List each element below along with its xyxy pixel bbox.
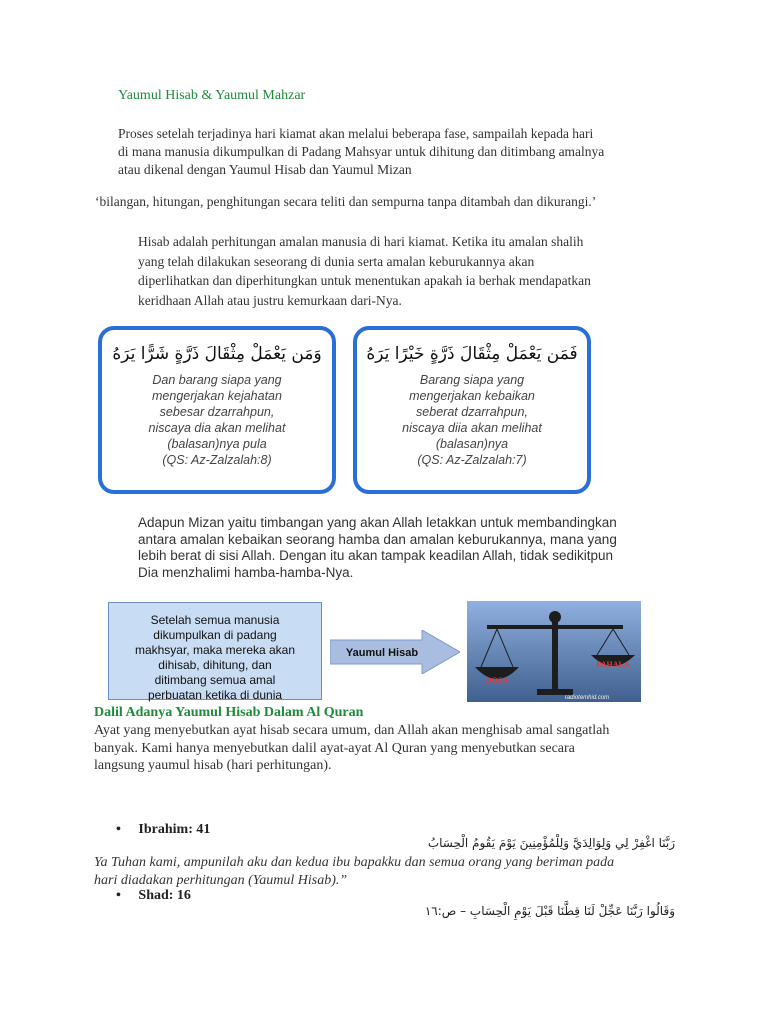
mizan-line-2: antara amalan kebaikan seorang hamba dan amalan keburukannya, mana yang (138, 531, 617, 547)
card-left-reference: (QS: Az-Zalzalah:8) (162, 453, 272, 467)
card-right-line: mengerjakan kebaikan (409, 389, 535, 403)
intro-line-3: atau dikenal dengan Yaumul Hisab dan Yaumul Mizan (118, 162, 412, 177)
verse-1-translation (94, 854, 614, 890)
section-heading: Yaumul Hisab & Yaumul Mahzar (118, 88, 306, 103)
card-left-line: Dan barang siapa yang (152, 373, 282, 387)
hisab-line-3: diperlihatkan dan diperhitungkan untuk menentukan apakah ia berhak mendapatkan (138, 273, 591, 288)
flow-arrow-label: Yaumul Hisab (345, 647, 419, 659)
card-right-line: niscaya diia akan melihat (402, 421, 542, 435)
watermark-text: radiotemhid.com (564, 695, 610, 701)
mizan-line-3: lebih berat di sisi Allah. Dengan itu akan tampak keadilan Allah, tidak sedikitpun (138, 548, 614, 563)
bullet-icon: • (116, 888, 121, 903)
flow-box-line: dikumpulkan di padang (153, 628, 277, 642)
hisab-paragraph (138, 232, 591, 310)
card-right-line: (balasan)nya (435, 437, 509, 451)
verse-card-left (98, 326, 336, 494)
dalil-line-2: banyak. Kami hanya menyebutkan dalil ayat-ayat Al Quran yang menyebutkan secara (94, 740, 575, 756)
verse-2-arabic: وَقَالُوا رَبَّنَا عَجِّلْ لَنَا قِطَّنَا قَبْلَ يَوْمِ الْحِسَابِ – ص:١٦ (424, 904, 675, 918)
mizan-line-1: Adapun Mizan yaitu timbangan yang akan Allah letakkan untuk membandingkan (138, 515, 617, 530)
hisab-line-2: yang telah dilakukan seseorang di dunia serta amalan keburukannya akan (138, 253, 535, 269)
card-right-arabic: فَمَن يَعْمَلْ مِثْقَالَ ذَرَّةٍ خَيْرًا يَرَهُ (366, 344, 578, 364)
verse-bullet-2 (116, 888, 191, 904)
intro-paragraph (118, 125, 604, 179)
card-right-line: Barang siapa yang (419, 373, 525, 387)
flow-arrow (330, 630, 460, 674)
card-right-translation (357, 372, 587, 468)
hisab-line-4: keridhaan Allah atau justru kemurkaan dari-Nya. (138, 292, 402, 308)
card-left-line: niscaya dia akan melihat (148, 421, 286, 435)
card-left-line: sebesar dzarrahpun, (159, 405, 275, 419)
flow-box-line: dihisab, dihitung, dan (158, 658, 272, 672)
flow-description-box (108, 602, 322, 700)
intro-line-2: di mana manusia dikumpulkan di Padang Mahsyar untuk dihitung dan ditimbang amalnya (118, 144, 605, 159)
dalil-line-3: langsung yaumul hisab (hari perhitungan). (94, 758, 332, 773)
flow-box-line: perbuatan ketika di dunia (147, 688, 283, 702)
verse-1-translation-line-2: hari diadakan perhitungan (Yaumul Hisab).” (94, 873, 348, 888)
pahala-label: PAHALA (596, 660, 630, 669)
verse-reference: Shad: 16 (138, 888, 191, 903)
balance-scale-icon (467, 601, 641, 702)
mizan-line-4: Dia menzhalimi hamba-hamba-Nya. (138, 564, 354, 580)
card-left-translation (102, 372, 332, 468)
verse-1-arabic: رَبَّنَا اغْفِرْ لِي وَلِوَالِدَيَّ وَلِلْمُؤْمِنِينَ يَوْمَ يَقُومُ الْحِسَابُ (427, 836, 675, 850)
mizan-paragraph (138, 515, 617, 581)
dalil-paragraph (94, 722, 609, 775)
flow-box-line: Setelah semua manusia (150, 613, 280, 627)
verse-reference: Ibrahim: 41 (138, 822, 211, 837)
card-right-reference: (QS: Az-Zalzalah:7) (417, 453, 527, 467)
flow-box-line: ditimbang semua amal (154, 673, 276, 687)
verse-1-translation-line-1: Ya Tuhan kami, ampunilah aku dan kedua ibu bapakku dan semua orang yang beriman pada (94, 855, 615, 870)
flow-box-line: makhsyar, maka mereka akan (134, 643, 296, 657)
scale-image (467, 601, 641, 702)
definition-text: ‘bilangan, hitungan, penghitungan secara teliti dan sempurna tanpa ditambah dan dikurangi.’ (95, 194, 597, 209)
card-right-line: seberat dzarrahpun, (416, 405, 528, 419)
dosa-label: DOSA (485, 676, 509, 685)
card-left-arabic: وَمَن يَعْمَلْ مِثْقَالَ ذَرَّةٍ شَرًّا يَرَهُ (112, 344, 322, 364)
card-left-line: mengerjakan kejahatan (152, 389, 282, 403)
intro-line-1: Proses setelah terjadinya hari kiamat akan melalui beberapa fase, sampailah kepada hari (118, 126, 594, 141)
verse-card-right (353, 326, 591, 494)
card-left-line: (balasan)nya pula (167, 437, 267, 451)
verse-bullet-1 (116, 822, 210, 838)
dalil-heading: Dalil Adanya Yaumul Hisab Dalam Al Quran (94, 705, 364, 720)
dalil-line-1: Ayat yang menyebutkan ayat hisab secara umum, dan Allah akan menghisab amal sangatlah (94, 723, 610, 738)
bullet-icon: • (116, 822, 121, 837)
hisab-line-1: Hisab adalah perhitungan amalan manusia di hari kiamat. Ketika itu amalan shalih (138, 234, 584, 249)
